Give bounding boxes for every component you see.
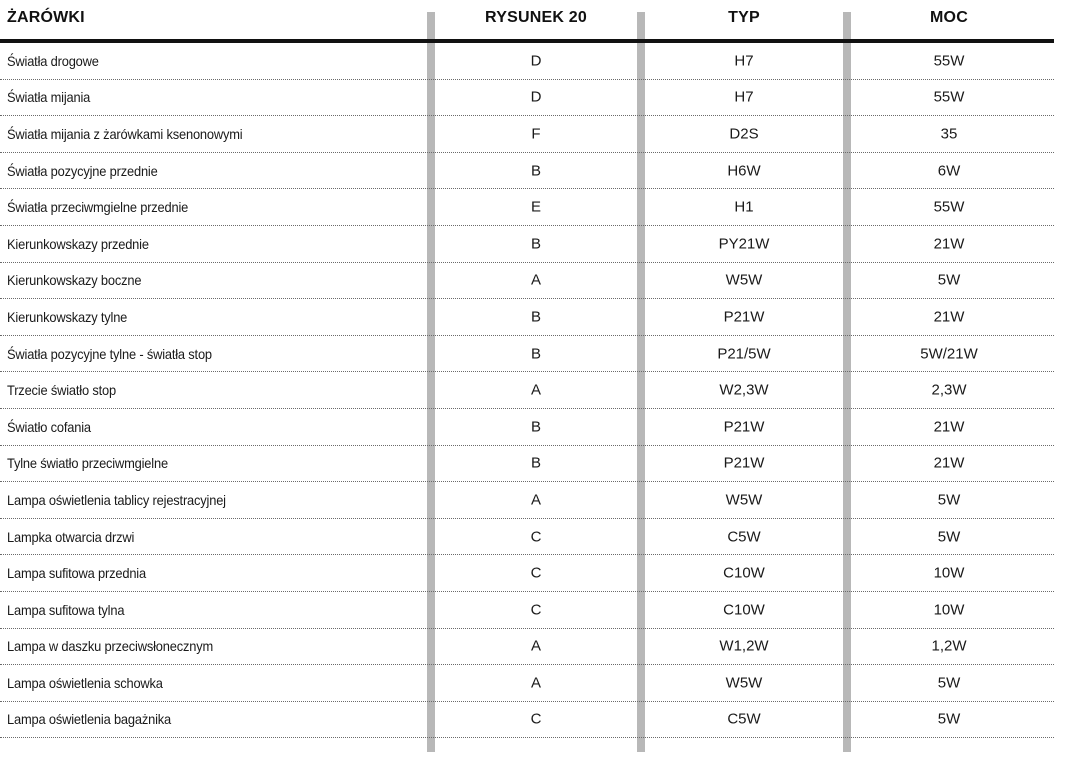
row-label: Światła drogowe bbox=[7, 52, 99, 69]
row-type: W2,3W bbox=[719, 381, 769, 399]
table-row bbox=[0, 299, 1054, 336]
row-type: W1,2W bbox=[719, 637, 769, 655]
row-figure: D bbox=[530, 88, 542, 106]
row-figure: A bbox=[530, 381, 541, 399]
row-label: Lampa sufitowa tylna bbox=[7, 601, 125, 618]
row-power: 1,2W bbox=[931, 637, 967, 655]
row-label: Lampa oświetlenia tablicy rejestracyjnej bbox=[7, 491, 226, 508]
row-type: C10W bbox=[723, 601, 765, 619]
row-type: W5W bbox=[725, 491, 763, 509]
row-type: D2S bbox=[729, 125, 759, 143]
header-power: MOC bbox=[930, 9, 968, 26]
row-figure: B bbox=[530, 235, 541, 253]
row-figure: C bbox=[530, 564, 542, 582]
row-type: W5W bbox=[725, 674, 763, 692]
row-figure: F bbox=[531, 125, 541, 143]
header-figure: RYSUNEK 20 bbox=[485, 9, 587, 26]
row-label: Lampa w daszku przeciwsłonecznym bbox=[7, 638, 214, 655]
row-power: 21W bbox=[933, 308, 965, 326]
table-row bbox=[0, 189, 1054, 226]
row-power: 5W bbox=[937, 491, 961, 509]
row-figure: C bbox=[530, 601, 542, 619]
row-label: Kierunkowskazy boczne bbox=[7, 272, 142, 289]
row-power: 5W/21W bbox=[920, 345, 978, 363]
row-power: 55W bbox=[933, 198, 965, 216]
row-figure: A bbox=[530, 674, 541, 692]
header-type: TYP bbox=[728, 9, 760, 26]
table-row bbox=[0, 116, 1054, 153]
row-type: C10W bbox=[723, 564, 765, 582]
row-type: P21/5W bbox=[717, 345, 771, 363]
row-figure: C bbox=[530, 528, 542, 546]
row-type: P21W bbox=[723, 308, 765, 326]
table-row bbox=[0, 226, 1054, 263]
row-figure: B bbox=[530, 345, 541, 363]
row-label: Lampa sufitowa przednia bbox=[7, 565, 146, 582]
table-row bbox=[0, 555, 1054, 592]
row-power: 21W bbox=[933, 418, 965, 436]
table-row bbox=[0, 629, 1054, 666]
row-label: Światła mijania z żarówkami ksenonowymi bbox=[7, 125, 243, 142]
row-type: P21W bbox=[723, 418, 765, 436]
row-figure: C bbox=[530, 710, 542, 728]
row-label: Światła przeciwmgielne przednie bbox=[7, 199, 189, 216]
row-type: H7 bbox=[734, 88, 754, 106]
table-row bbox=[0, 153, 1054, 190]
table-row bbox=[0, 372, 1054, 409]
row-type: PY21W bbox=[718, 235, 770, 253]
row-type: H6W bbox=[727, 162, 761, 180]
table-row bbox=[0, 446, 1054, 483]
row-power: 21W bbox=[933, 454, 965, 472]
table-row bbox=[0, 43, 1054, 80]
row-type: W5W bbox=[725, 271, 763, 289]
row-figure: D bbox=[530, 52, 542, 70]
row-power: 2,3W bbox=[931, 381, 967, 399]
row-power: 5W bbox=[937, 528, 961, 546]
table-header bbox=[0, 0, 1054, 40]
row-power: 21W bbox=[933, 235, 965, 253]
table-row bbox=[0, 702, 1054, 739]
table-row bbox=[0, 592, 1054, 629]
row-label: Kierunkowskazy przednie bbox=[7, 235, 149, 252]
row-power: 5W bbox=[937, 674, 961, 692]
table-body bbox=[0, 43, 1054, 738]
row-label: Światła pozycyjne tylne - światła stop bbox=[7, 345, 212, 362]
row-label: Tylne światło przeciwmgielne bbox=[7, 455, 168, 472]
row-type: C5W bbox=[727, 528, 761, 546]
header-bulbs: ŻARÓWKI bbox=[7, 9, 85, 26]
row-figure: B bbox=[530, 308, 541, 326]
row-power: 5W bbox=[937, 710, 961, 728]
row-figure: E bbox=[530, 198, 541, 216]
row-label: Lampa oświetlenia schowka bbox=[7, 674, 163, 691]
table-row bbox=[0, 336, 1054, 373]
row-label: Kierunkowskazy tylne bbox=[7, 308, 128, 325]
row-label: Światła mijania bbox=[7, 89, 91, 106]
row-type: H7 bbox=[734, 52, 754, 70]
row-power: 5W bbox=[937, 271, 961, 289]
row-label: Trzecie światło stop bbox=[7, 382, 116, 399]
row-label: Lampa oświetlenia bagażnika bbox=[7, 711, 172, 728]
table-row bbox=[0, 665, 1054, 702]
table-row bbox=[0, 80, 1054, 117]
row-figure: B bbox=[530, 162, 541, 180]
table-row bbox=[0, 263, 1054, 300]
table-row bbox=[0, 482, 1054, 519]
row-power: 10W bbox=[933, 601, 965, 619]
row-figure: A bbox=[530, 637, 541, 655]
row-power: 55W bbox=[933, 88, 965, 106]
table-row bbox=[0, 409, 1054, 446]
table-row bbox=[0, 519, 1054, 556]
row-power: 6W bbox=[937, 162, 961, 180]
row-label: Lampka otwarcia drzwi bbox=[7, 528, 135, 545]
row-type: H1 bbox=[734, 198, 754, 216]
row-figure: A bbox=[530, 271, 541, 289]
row-type: P21W bbox=[723, 454, 765, 472]
row-power: 55W bbox=[933, 52, 965, 70]
row-power: 10W bbox=[933, 564, 965, 582]
row-power: 35 bbox=[940, 125, 958, 143]
row-figure: A bbox=[530, 491, 541, 509]
row-label: Światła pozycyjne przednie bbox=[7, 162, 158, 179]
row-figure: B bbox=[530, 454, 541, 472]
row-figure: B bbox=[530, 418, 541, 436]
row-label: Światło cofania bbox=[7, 418, 91, 435]
row-type: C5W bbox=[727, 710, 761, 728]
